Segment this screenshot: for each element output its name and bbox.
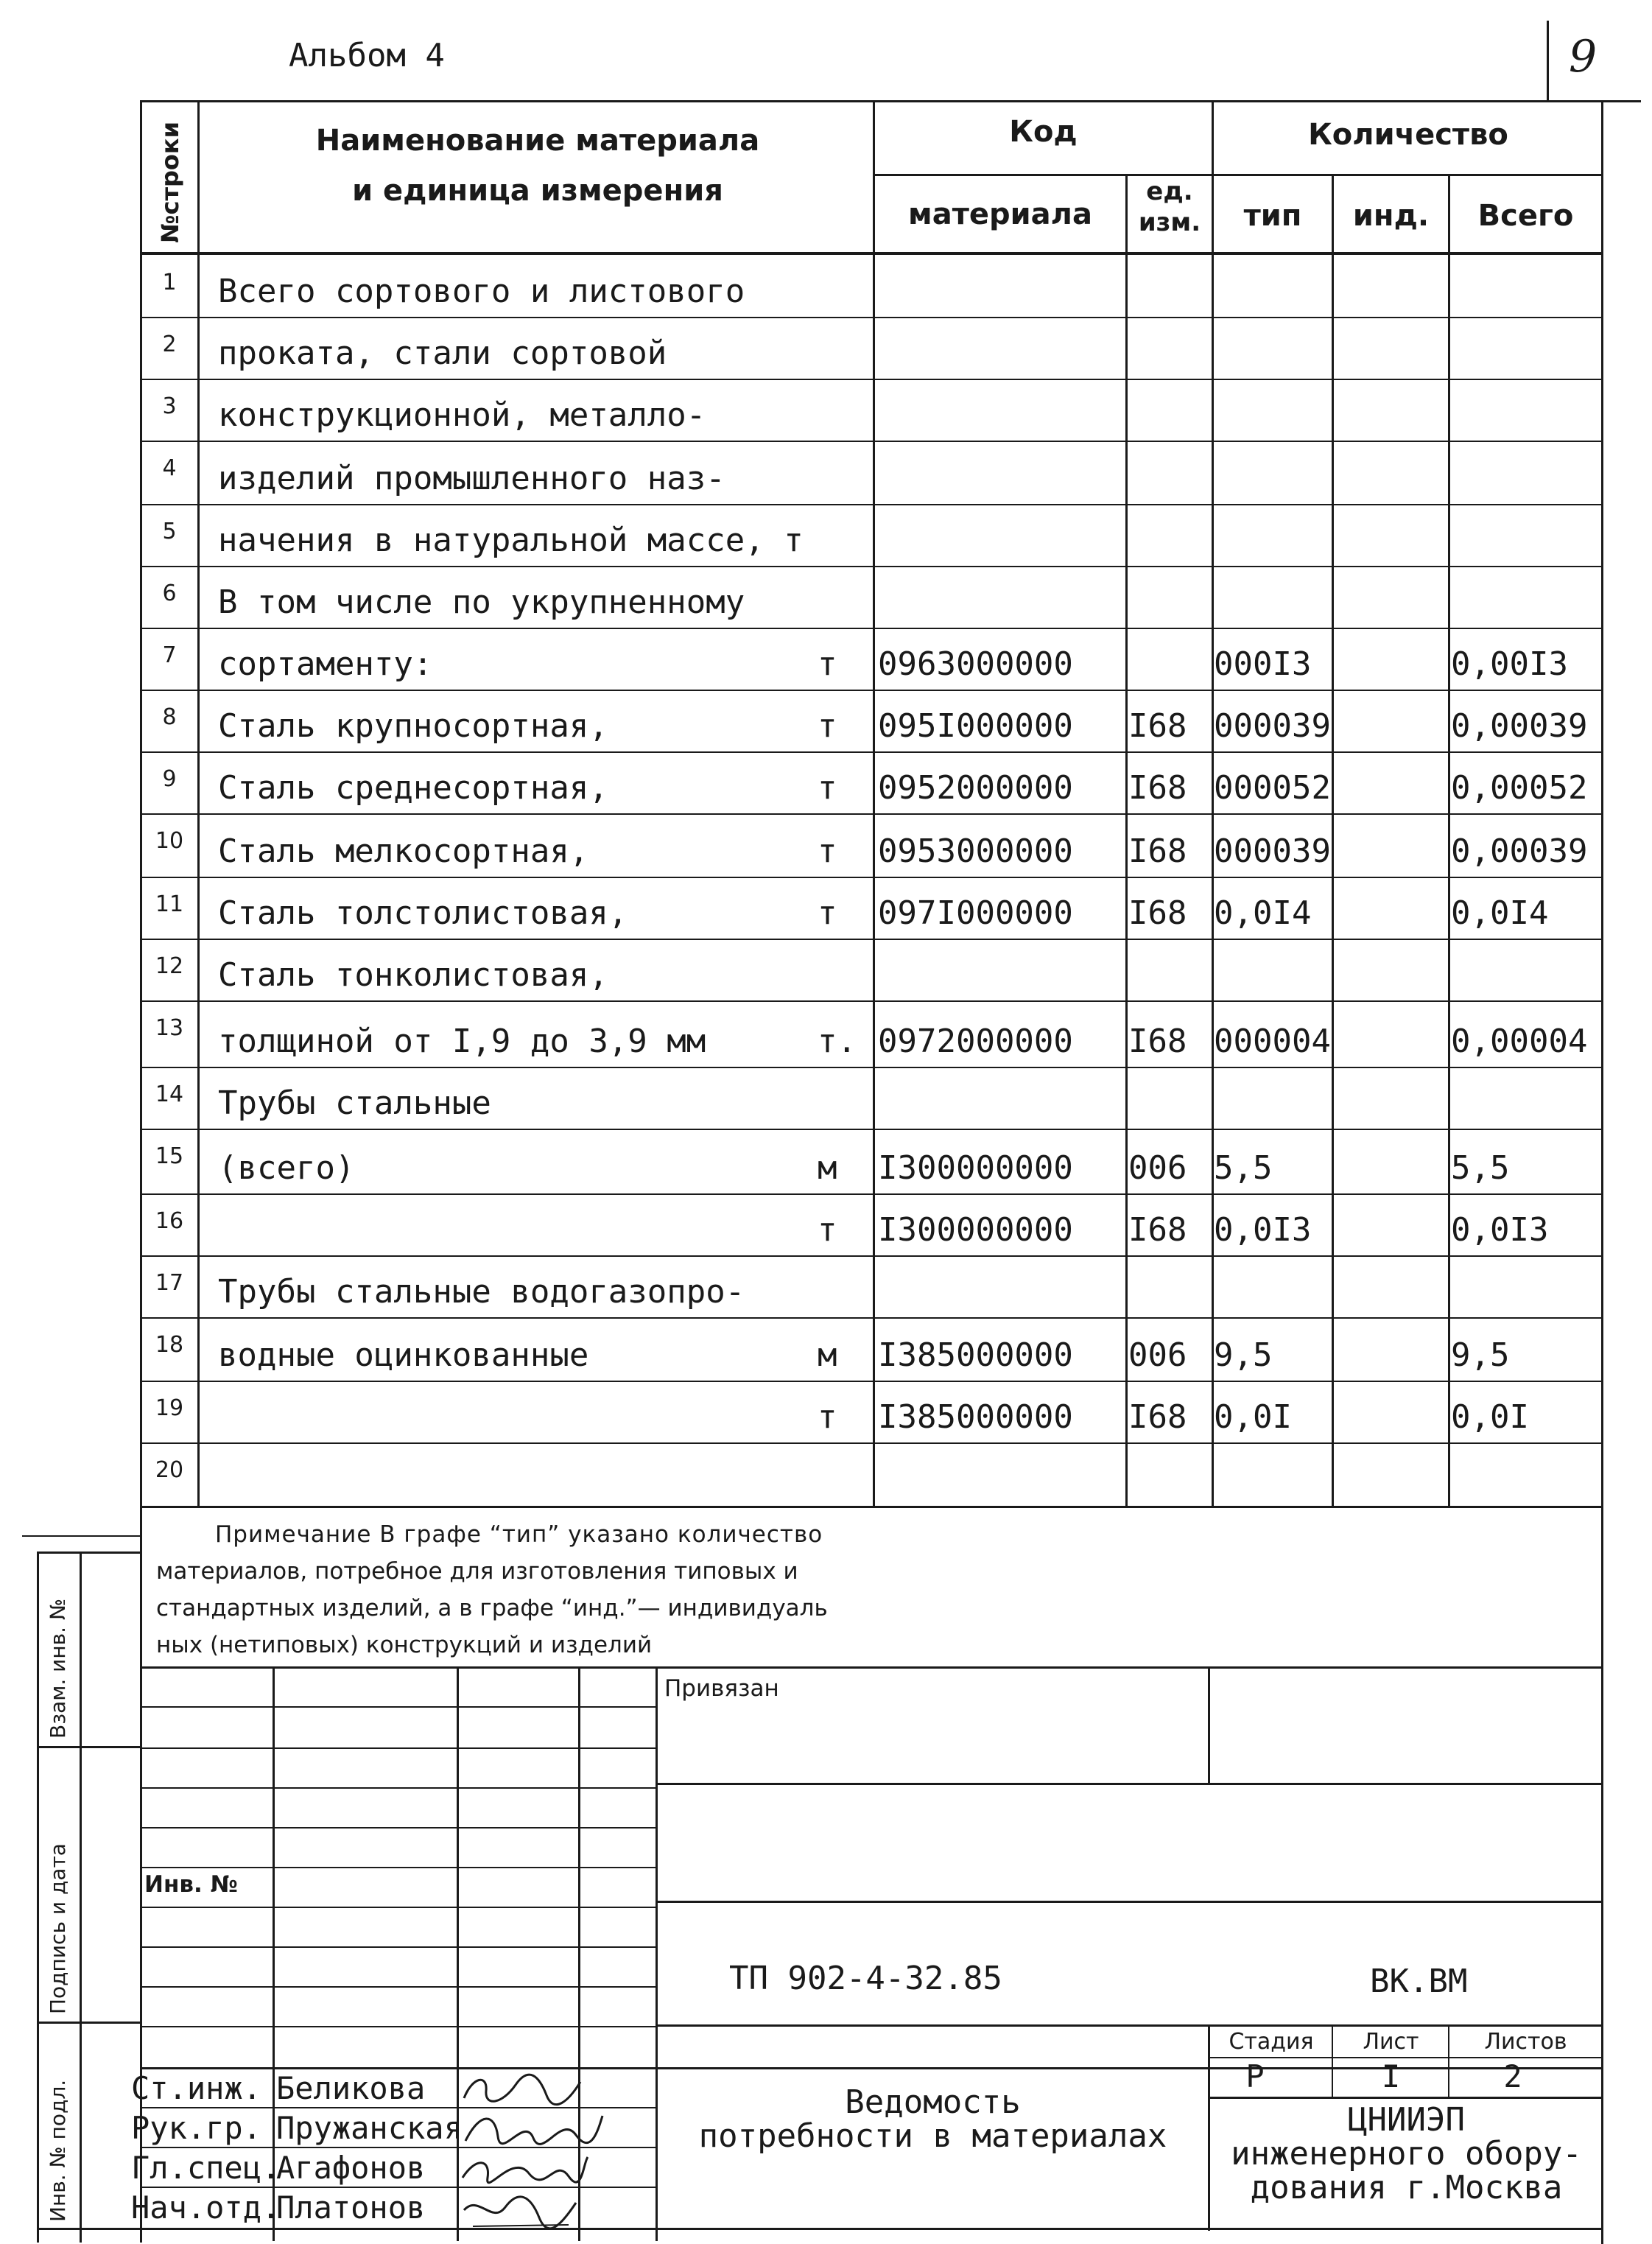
cell-total: 0,00052 (1451, 769, 1588, 807)
signer-role: Ст.инж. (131, 2070, 262, 2106)
stage-values-bottom (1208, 2097, 1603, 2099)
col-rownum-header: №строки (156, 121, 184, 243)
stage-label: Стадия (1229, 2029, 1314, 2055)
cell-ucode: 006 (1128, 1149, 1187, 1187)
stamp-grid-row (140, 2026, 655, 2027)
cell-ucode: I68 (1128, 1211, 1187, 1249)
note-line-2: материалов, потребное для изготовления типовых и (156, 1558, 798, 1585)
note-line-3: стандартных изделий, а в графе “инд.”— индивидуаль (156, 1595, 828, 1621)
material-name: конструкционной, металло- (218, 396, 706, 434)
row-divider (140, 690, 1603, 691)
cell-code: 097I000000 (878, 894, 1073, 932)
col-code-unit-header-line1: ед. (1146, 177, 1193, 206)
row-number: 5 (162, 519, 177, 544)
cell-ucode: I68 (1128, 1398, 1187, 1436)
signer-role: Рук.гр. (131, 2110, 262, 2146)
unit-of-measure: т. (818, 1023, 857, 1060)
material-name: Сталь тонколистовая, (218, 956, 608, 994)
material-name: Сталь среднесортная, (218, 769, 608, 807)
material-name: Сталь мелкосортная, (218, 832, 589, 870)
org-line2: инженерного обору- (1231, 2135, 1582, 2173)
row-number: 6 (162, 581, 177, 606)
cell-total: 5,5 (1451, 1149, 1510, 1187)
signer-name: Беликова (276, 2070, 426, 2106)
cell-type: 5,5 (1214, 1149, 1273, 1187)
album-label: Альбом 4 (289, 37, 445, 74)
cell-total: 0,0I3 (1451, 1211, 1549, 1249)
col-code-unit-header-line2: изм. (1138, 208, 1201, 237)
cell-code: 095I000000 (878, 707, 1073, 745)
cell-total: 0,00039 (1451, 832, 1588, 870)
inv-no-label: Инв. № (144, 1871, 238, 1898)
stamp-top-border (140, 1666, 1603, 1669)
unit-of-measure: м (818, 1336, 837, 1374)
row-number: 13 (155, 1015, 184, 1041)
cell-total: 0,0I (1451, 1398, 1529, 1436)
cell-type: 0,0I (1214, 1398, 1292, 1436)
material-name: Всего сортового и листового (218, 273, 745, 310)
row-number: 14 (155, 1081, 184, 1107)
cell-type: 0,0I3 (1214, 1211, 1312, 1249)
row-divider (140, 1067, 1603, 1068)
signer-name: Пружанская (276, 2110, 463, 2146)
table-left-border (140, 100, 142, 1507)
side-label-inv-original: Инв. № подл. (46, 2079, 70, 2222)
cell-type: 9,5 (1214, 1336, 1273, 1374)
stamp-col-4 (655, 1666, 658, 2241)
stage-split-1 (1332, 2024, 1333, 2097)
stamp-grid-row (140, 1986, 655, 1988)
cell-ucode: I68 (1128, 1023, 1187, 1060)
note-line-1: Примечание В графе “тип” указано количество (215, 1521, 823, 1548)
material-name: Трубы стальные водогазопро- (218, 1273, 745, 1311)
org-line1: ЦНИИЭП (1348, 2101, 1465, 2139)
cell-code: 0963000000 (878, 645, 1073, 683)
row-number: 10 (155, 828, 184, 854)
col-qty-total-header: Всего (1477, 199, 1574, 233)
total-col-border (1448, 174, 1450, 1507)
row-divider (140, 379, 1603, 380)
col-code-header: Код (1009, 115, 1078, 149)
cell-total: 0,00004 (1451, 1023, 1588, 1060)
side-strip-left (37, 1551, 39, 2243)
row-number: 3 (162, 393, 177, 419)
row-divider (140, 813, 1603, 815)
stamp-grid-row (140, 1867, 655, 1868)
unitcode-col-border (1125, 174, 1128, 1507)
cell-code: I385000000 (878, 1336, 1073, 1374)
row-divider (140, 566, 1603, 567)
attached-label: Привязан (664, 1675, 779, 1702)
side-strip-top (22, 1535, 140, 1537)
row-number: 4 (162, 455, 177, 481)
stamp-right-row-1 (655, 1783, 1603, 1785)
cell-ucode: I68 (1128, 894, 1187, 932)
material-name: сортаменту: (218, 645, 433, 683)
stamp-grid-row (140, 1946, 655, 1948)
signature-1 (458, 2069, 583, 2110)
cell-type: 000004 (1214, 1023, 1331, 1060)
material-name: водные оцинкованные (218, 1336, 589, 1374)
header-bottom-border (140, 252, 1603, 255)
stamp-bottom-border (140, 2228, 1603, 2230)
signature-4 (458, 2188, 583, 2232)
stamp-grid-row (140, 1787, 655, 1789)
row-divider (140, 1000, 1603, 1002)
cell-type: 000039 (1214, 832, 1331, 870)
signature-3 (458, 2148, 591, 2189)
sheet-value: I (1381, 2058, 1401, 2094)
stamp-grid-row (140, 1827, 655, 1828)
row-number: 12 (155, 953, 184, 979)
header-sub-border (873, 174, 1603, 176)
row-divider (140, 1255, 1603, 1257)
cell-ucode: 006 (1128, 1336, 1187, 1374)
material-name: начения в натуральной массе, т (218, 522, 804, 559)
note-line-4: ных (нетиповых) конструкций и изделий (156, 1632, 653, 1658)
sheets-label: Листов (1484, 2029, 1567, 2055)
cell-code: I300000000 (878, 1149, 1073, 1187)
stage-split-2 (1448, 2024, 1449, 2097)
side-label-replaced-inv: Взам. инв. № (46, 1598, 70, 1739)
side-strip-border (37, 2022, 140, 2024)
table-top-border (140, 100, 1603, 102)
stamp-grid-row (140, 1747, 655, 1749)
material-name: Сталь толстолистовая, (218, 894, 628, 932)
col-name-header-line1: Наименование материала (315, 124, 760, 158)
material-name: проката, стали сортовой (218, 334, 667, 372)
material-name: толщиной от I,9 до 3,9 мм (218, 1023, 706, 1060)
signature-2 (458, 2108, 605, 2150)
row-divider (140, 1317, 1603, 1319)
row-divider (140, 1442, 1603, 1444)
side-strip-right (80, 1551, 82, 2243)
sheet-code: ВК.ВМ (1370, 1963, 1468, 2000)
signer-role: Нач.отд. (131, 2189, 281, 2226)
col-name-header-line2: и единица измерения (352, 174, 723, 208)
col-qty-ind-header: инд. (1352, 199, 1430, 233)
cell-total: 0,00I3 (1451, 645, 1568, 683)
page-number: 9 (1569, 31, 1597, 83)
stage-value: Р (1245, 2058, 1265, 2094)
signer-name: Агафонов (276, 2150, 426, 2186)
ind-col-border (1332, 174, 1334, 1507)
material-name: В том числе по укрупненному (218, 583, 745, 621)
row-number: 20 (155, 1457, 184, 1483)
cell-ucode: I68 (1128, 707, 1187, 745)
row-divider (140, 1381, 1603, 1382)
side-label-sign-date: Подпись и дата (46, 1843, 70, 2014)
cell-code: 0972000000 (878, 1023, 1073, 1060)
row-divider (140, 628, 1603, 629)
side-strip-border (37, 1746, 140, 1748)
material-name: изделий промышленного наз- (218, 460, 725, 497)
cell-type: 000052 (1214, 769, 1331, 807)
unit-of-measure: т (818, 1398, 837, 1436)
signer-name: Платонов (276, 2189, 426, 2226)
unit-of-measure: т (818, 1211, 837, 1249)
project-code: ТП 902-4-32.85 (729, 1960, 1002, 1997)
cell-code: 0952000000 (878, 769, 1073, 807)
sheet-label: Лист (1363, 2029, 1419, 2055)
row-divider (140, 939, 1603, 940)
cell-type: 0,0I4 (1214, 894, 1312, 932)
row-divider (140, 751, 1603, 753)
unit-of-measure: т (818, 832, 837, 870)
material-name: (всего) (218, 1149, 355, 1187)
stamp-grid-row (140, 1907, 655, 1908)
row-number: 16 (155, 1208, 184, 1234)
row-number: 15 (155, 1143, 184, 1169)
cell-total: 9,5 (1451, 1336, 1510, 1374)
side-strip-border (37, 2228, 140, 2230)
row-divider (140, 441, 1603, 442)
table-right-border (1601, 100, 1603, 2244)
org-line3: дования г.Москва (1250, 2169, 1563, 2206)
cell-ucode: I68 (1128, 832, 1187, 870)
col-qty-type-header: тип (1243, 199, 1302, 233)
document-title-line2: потребности в материалах (698, 2117, 1167, 2155)
row-divider (140, 877, 1603, 878)
row-number: 18 (155, 1332, 184, 1358)
stamp-grid-row (140, 1706, 655, 1708)
side-strip-border (37, 1551, 140, 1554)
row-number: 17 (155, 1270, 184, 1296)
row-divider (140, 317, 1603, 318)
cell-type: 000039 (1214, 707, 1331, 745)
col-quantity-header: Количество (1308, 118, 1508, 152)
cell-code: I300000000 (878, 1211, 1073, 1249)
signer-role: Гл.спец. (131, 2150, 281, 2186)
unit-of-measure: т (818, 645, 837, 683)
document-title-line1: Ведомость (845, 2083, 1021, 2121)
attached-split (1208, 1666, 1210, 1784)
row-number: 19 (155, 1395, 184, 1421)
col-code-material-header: материала (908, 197, 1092, 231)
row-divider (140, 1193, 1603, 1195)
page-number-box-left (1547, 21, 1549, 102)
code-col-border (873, 100, 875, 1507)
row-number: 7 (162, 642, 177, 668)
row-number: 9 (162, 766, 177, 792)
cell-total: 0,00039 (1451, 707, 1588, 745)
sheets-value: 2 (1503, 2058, 1522, 2094)
row-number: 8 (162, 704, 177, 730)
table-bottom-border (140, 1506, 1603, 1508)
cell-code: 0953000000 (878, 832, 1073, 870)
unit-of-measure: т (818, 769, 837, 807)
row-number: 11 (155, 891, 184, 917)
unit-of-measure: т (818, 707, 837, 745)
unit-of-measure: м (818, 1149, 837, 1187)
cell-code: I385000000 (878, 1398, 1073, 1436)
cell-total: 0,0I4 (1451, 894, 1549, 932)
row-divider (140, 504, 1603, 505)
cell-type: 000I3 (1214, 645, 1312, 683)
row-number: 2 (162, 332, 177, 357)
material-name: Сталь крупносортная, (218, 707, 608, 745)
row-divider (140, 1129, 1603, 1130)
cell-ucode: I68 (1128, 769, 1187, 807)
material-name: Трубы стальные (218, 1084, 491, 1122)
stamp-right-row-3 (655, 2024, 1603, 2027)
row-number: 1 (162, 270, 177, 295)
rownum-col-border (197, 100, 200, 1507)
unit-of-measure: т (818, 894, 837, 932)
stamp-right-row-2 (655, 1901, 1603, 1903)
